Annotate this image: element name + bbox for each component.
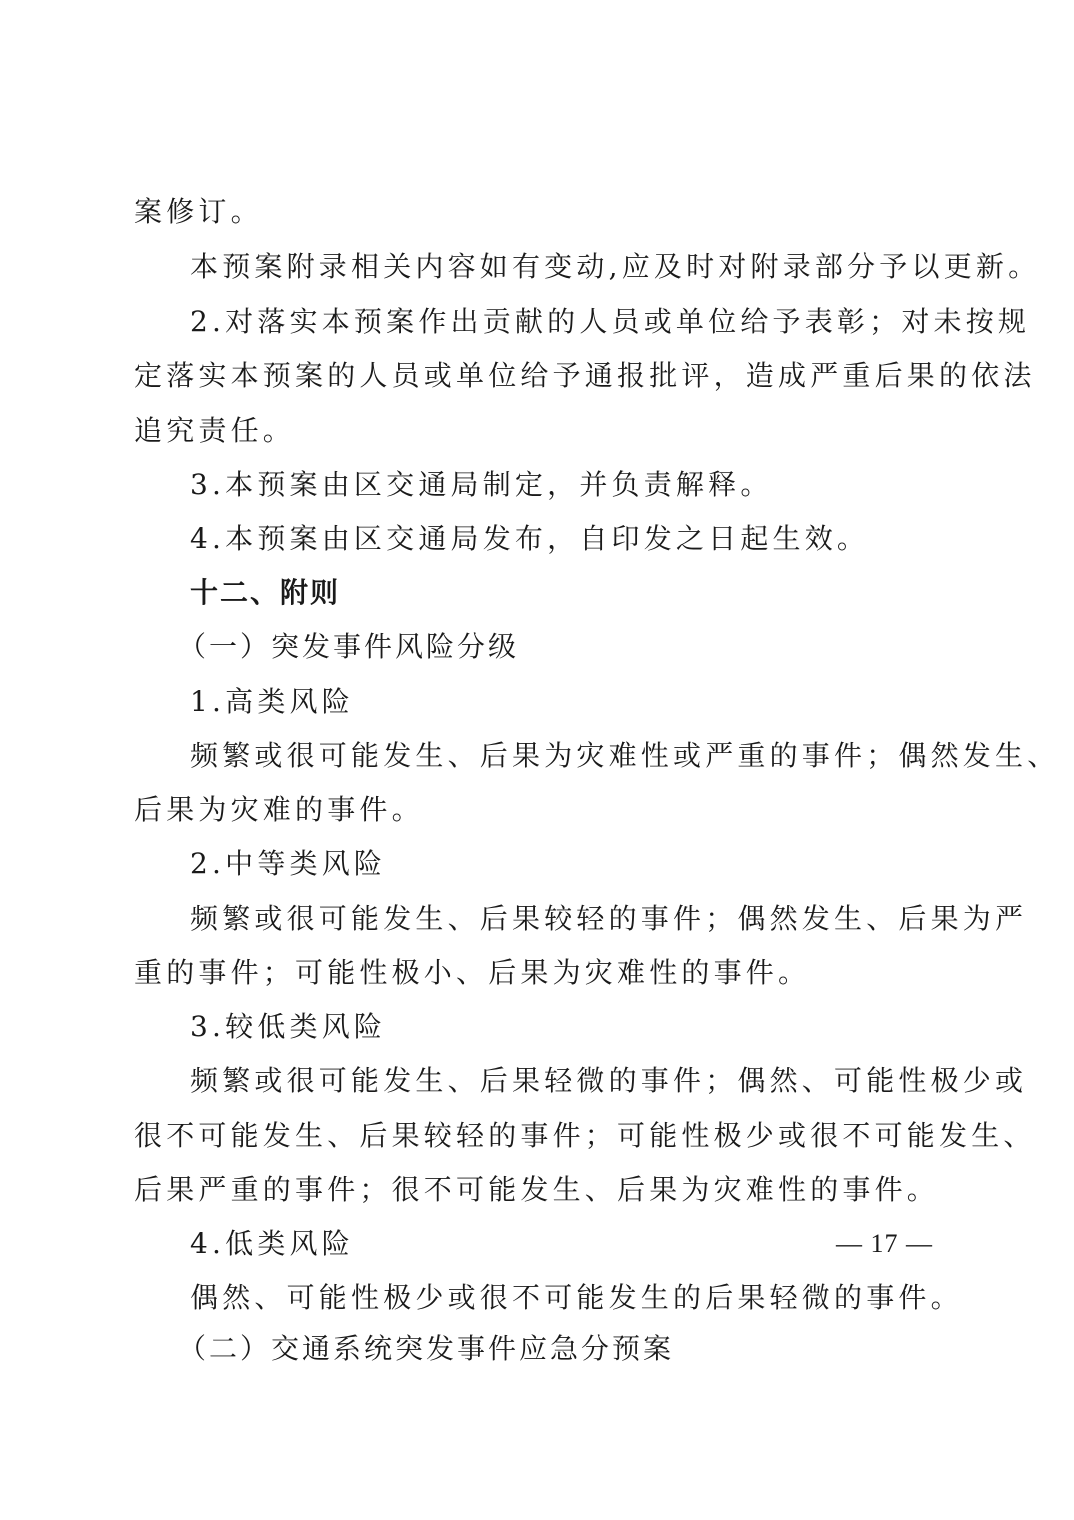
paragraph-line: 本预案附录相关内容如有变动,应及时对附录部分予以更新。 — [190, 250, 1041, 283]
section-heading: 十二、附则 — [190, 576, 341, 609]
paragraph-line: 重的事件；可能性极小、后果为灾难性的事件。 — [134, 956, 811, 989]
paragraph-line: 很不可能发生、后果较轻的事件；可能性极少或很不可能发生、 — [134, 1119, 1036, 1152]
paragraph-line: 2.对落实本预案作出贡献的人员或单位给予表彰；对未按规 — [190, 305, 1031, 338]
paragraph-line: 案修订。 — [134, 195, 263, 228]
paragraph-line: 偶然、可能性极少或很不可能发生的后果轻微的事件。 — [190, 1281, 963, 1314]
subsection-heading: （二）交通系统突发事件应急分预案 — [178, 1332, 675, 1365]
list-item-title: 4.低类风险 — [190, 1227, 354, 1260]
paragraph-line: 频繁或很可能发生、后果较轻的事件；偶然发生、后果为严 — [190, 902, 1028, 935]
subsection-heading: （一）突发事件风险分级 — [178, 630, 520, 663]
paragraph-line: 3.本预案由区交通局制定，并负责解释。 — [190, 468, 773, 501]
paragraph-line: 追究责任。 — [134, 414, 296, 447]
paragraph-line: 频繁或很可能发生、后果轻微的事件；偶然、可能性极少或 — [190, 1064, 1028, 1097]
page-number: — 17 — — [836, 1229, 933, 1258]
paragraph-line: 定落实本预案的人员或单位给予通报批评，造成严重后果的依法 — [134, 359, 1036, 392]
paragraph-line: 4.本预案由区交通局发布，自印发之日起生效。 — [190, 522, 870, 555]
paragraph-line: 后果严重的事件；很不可能发生、后果为灾难性的事件。 — [134, 1173, 940, 1206]
list-item-title: 2.中等类风险 — [190, 847, 387, 880]
list-item-title: 1.高类风险 — [190, 685, 354, 718]
paragraph-line: 后果为灾难的事件。 — [134, 793, 424, 826]
paragraph-line: 频繁或很可能发生、后果为灾难性或严重的事件；偶然发生、 — [190, 739, 1060, 772]
list-item-title: 3.较低类风险 — [190, 1010, 387, 1043]
